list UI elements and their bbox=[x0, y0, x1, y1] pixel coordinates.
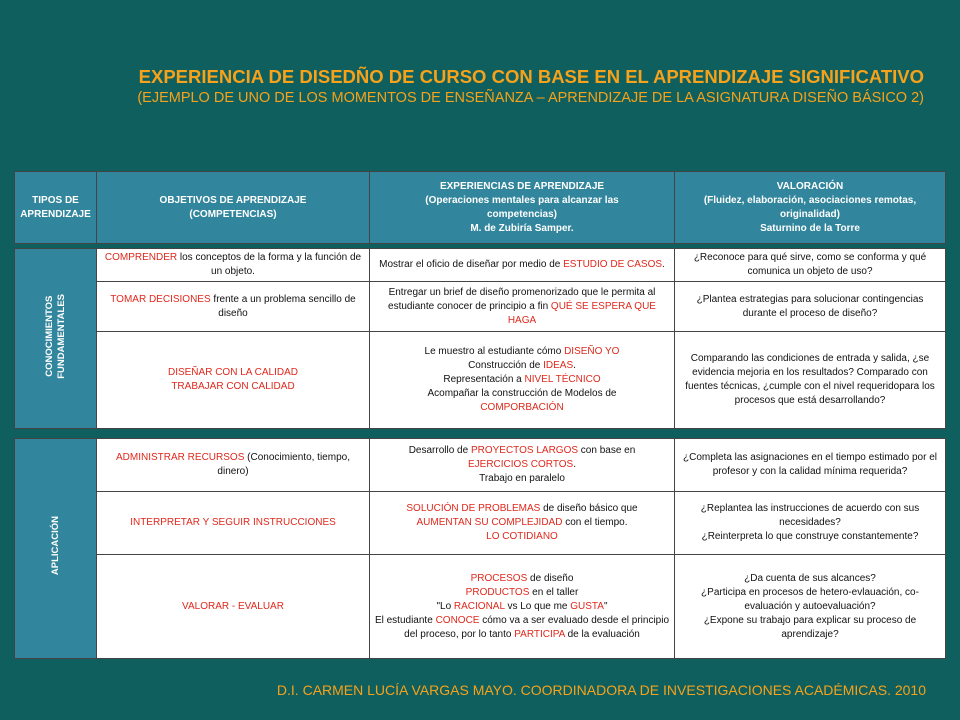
page-subtitle: (EJEMPLO DE UNO DE LOS MOMENTOS DE ENSEÑANZA – APRENDIZAJE DE LA ASIGNATURA DISEÑO BÁSICO 2) bbox=[137, 90, 924, 106]
objective-cell: TOMAR DECISIONES frente a un problema sencillo de diseño bbox=[97, 282, 370, 332]
assessment-cell: ¿Plantea estrategias para solucionar contingencias durante el proceso de diseño? bbox=[675, 282, 946, 332]
table-row bbox=[15, 492, 946, 555]
header-experiencias: EXPERIENCIAS DE APRENDIZAJE (Operaciones mentales para alcanzar las competencias) M. de Zubiría Samper. bbox=[370, 172, 675, 244]
page-title: EXPERIENCIA DE DISEDÑO DE CURSO CON BASE EN EL APRENDIZAJE SIGNIFICATIVO bbox=[138, 66, 924, 87]
section-aplicacion-table bbox=[14, 438, 946, 659]
assessment-cell: ¿Replantea las instrucciones de acuerdo con sus necesidades? ¿Reinterpreta lo que construye constantemente? bbox=[675, 492, 946, 555]
assessment-cell: ¿Da cuenta de sus alcances? ¿Participa en procesos de hetero-evlauación, co-evaluación y autoevaluación? ¿Expone su trabajo para explicar su proceso de aprendizaje? bbox=[675, 555, 946, 659]
title-block bbox=[40, 66, 924, 108]
table-row bbox=[15, 439, 946, 492]
section-label-aplicacion: APLICACIÓN bbox=[15, 439, 97, 659]
section-label-conocimientos: CONOCIMIENTOS FUNDAMENTALES bbox=[15, 249, 97, 429]
experience-cell: PROCESOS de diseño PRODUCTOS en el taller "Lo RACIONAL vs Lo que me GUSTA" El estudiante CONOCE cómo va a ser evaluado desde el principio del proceso, por lo tanto PARTICIPA de la evaluación bbox=[370, 555, 675, 659]
experience-cell: Entregar un brief de diseño promenorizado que le permita al estudiante conocer de principio a fin QUÉ SE ESPERA QUE HAGA bbox=[370, 282, 675, 332]
header-tipos: TIPOS DE APRENDIZAJE bbox=[15, 172, 97, 244]
objective-cell: COMPRENDER los conceptos de la forma y la función de un objeto. bbox=[97, 249, 370, 282]
assessment-cell: ¿Reconoce para qué sirve, como se conforma y qué comunica un objeto de uso? bbox=[675, 249, 946, 282]
assessment-cell: ¿Completa las asignaciones en el tiempo estimado por el profesor y con la calidad mínima requerida? bbox=[675, 439, 946, 492]
experience-cell: Le muestro al estudiante cómo DISEÑO YO Construcción de IDEAS. Representación a NIVEL TÉCNICO Acompañar la construcción de Modelos de COMPORBACIÓN bbox=[370, 332, 675, 429]
table-row bbox=[15, 555, 946, 659]
assessment-cell: Comparando las condiciones de entrada y salida, ¿se evidencia mejoria en los resultados? Comparado con fuentes técnicas, ¿cumple con el nivel requeridopara los procesos que está desarrollando? bbox=[675, 332, 946, 429]
footer-credit: D.I. CARMEN LUCÍA VARGAS MAYO. COORDINADORA DE INVESTIGACIONES ACADÉMICAS. 2010 bbox=[276, 682, 926, 698]
header-table bbox=[14, 171, 946, 244]
table-row bbox=[15, 249, 946, 282]
experience-cell: Mostrar el oficio de diseñar por medio de ESTUDIO DE CASOS. bbox=[370, 249, 675, 282]
objective-cell: INTERPRETAR Y SEGUIR INSTRUCCIONES bbox=[97, 492, 370, 555]
objective-cell: ADMINISTRAR RECURSOS (Conocimiento, tiempo, dinero) bbox=[97, 439, 370, 492]
table-row bbox=[15, 282, 946, 332]
experience-cell: Desarrollo de PROYECTOS LARGOS con base en EJERCICIOS CORTOS. Trabajo en paralelo bbox=[370, 439, 675, 492]
table-row bbox=[15, 332, 946, 429]
experience-cell: SOLUCIÓN DE PROBLEMAS de diseño básico que AUMENTAN SU COMPLEJIDAD con el tiempo. LO COTIDIANO bbox=[370, 492, 675, 555]
header-objetivos: OBJETIVOS DE APRENDIZAJE (COMPETENCIAS) bbox=[97, 172, 370, 244]
objective-cell: VALORAR - EVALUAR bbox=[97, 555, 370, 659]
section-conocimientos-table bbox=[14, 248, 946, 429]
objective-cell: DISEÑAR CON LA CALIDAD TRABAJAR CON CALIDAD bbox=[97, 332, 370, 429]
header-valoracion: VALORACIÓN (Fluidez, elaboración, asociaciones remotas, originalidad) Saturnino de la Torre bbox=[675, 172, 946, 244]
